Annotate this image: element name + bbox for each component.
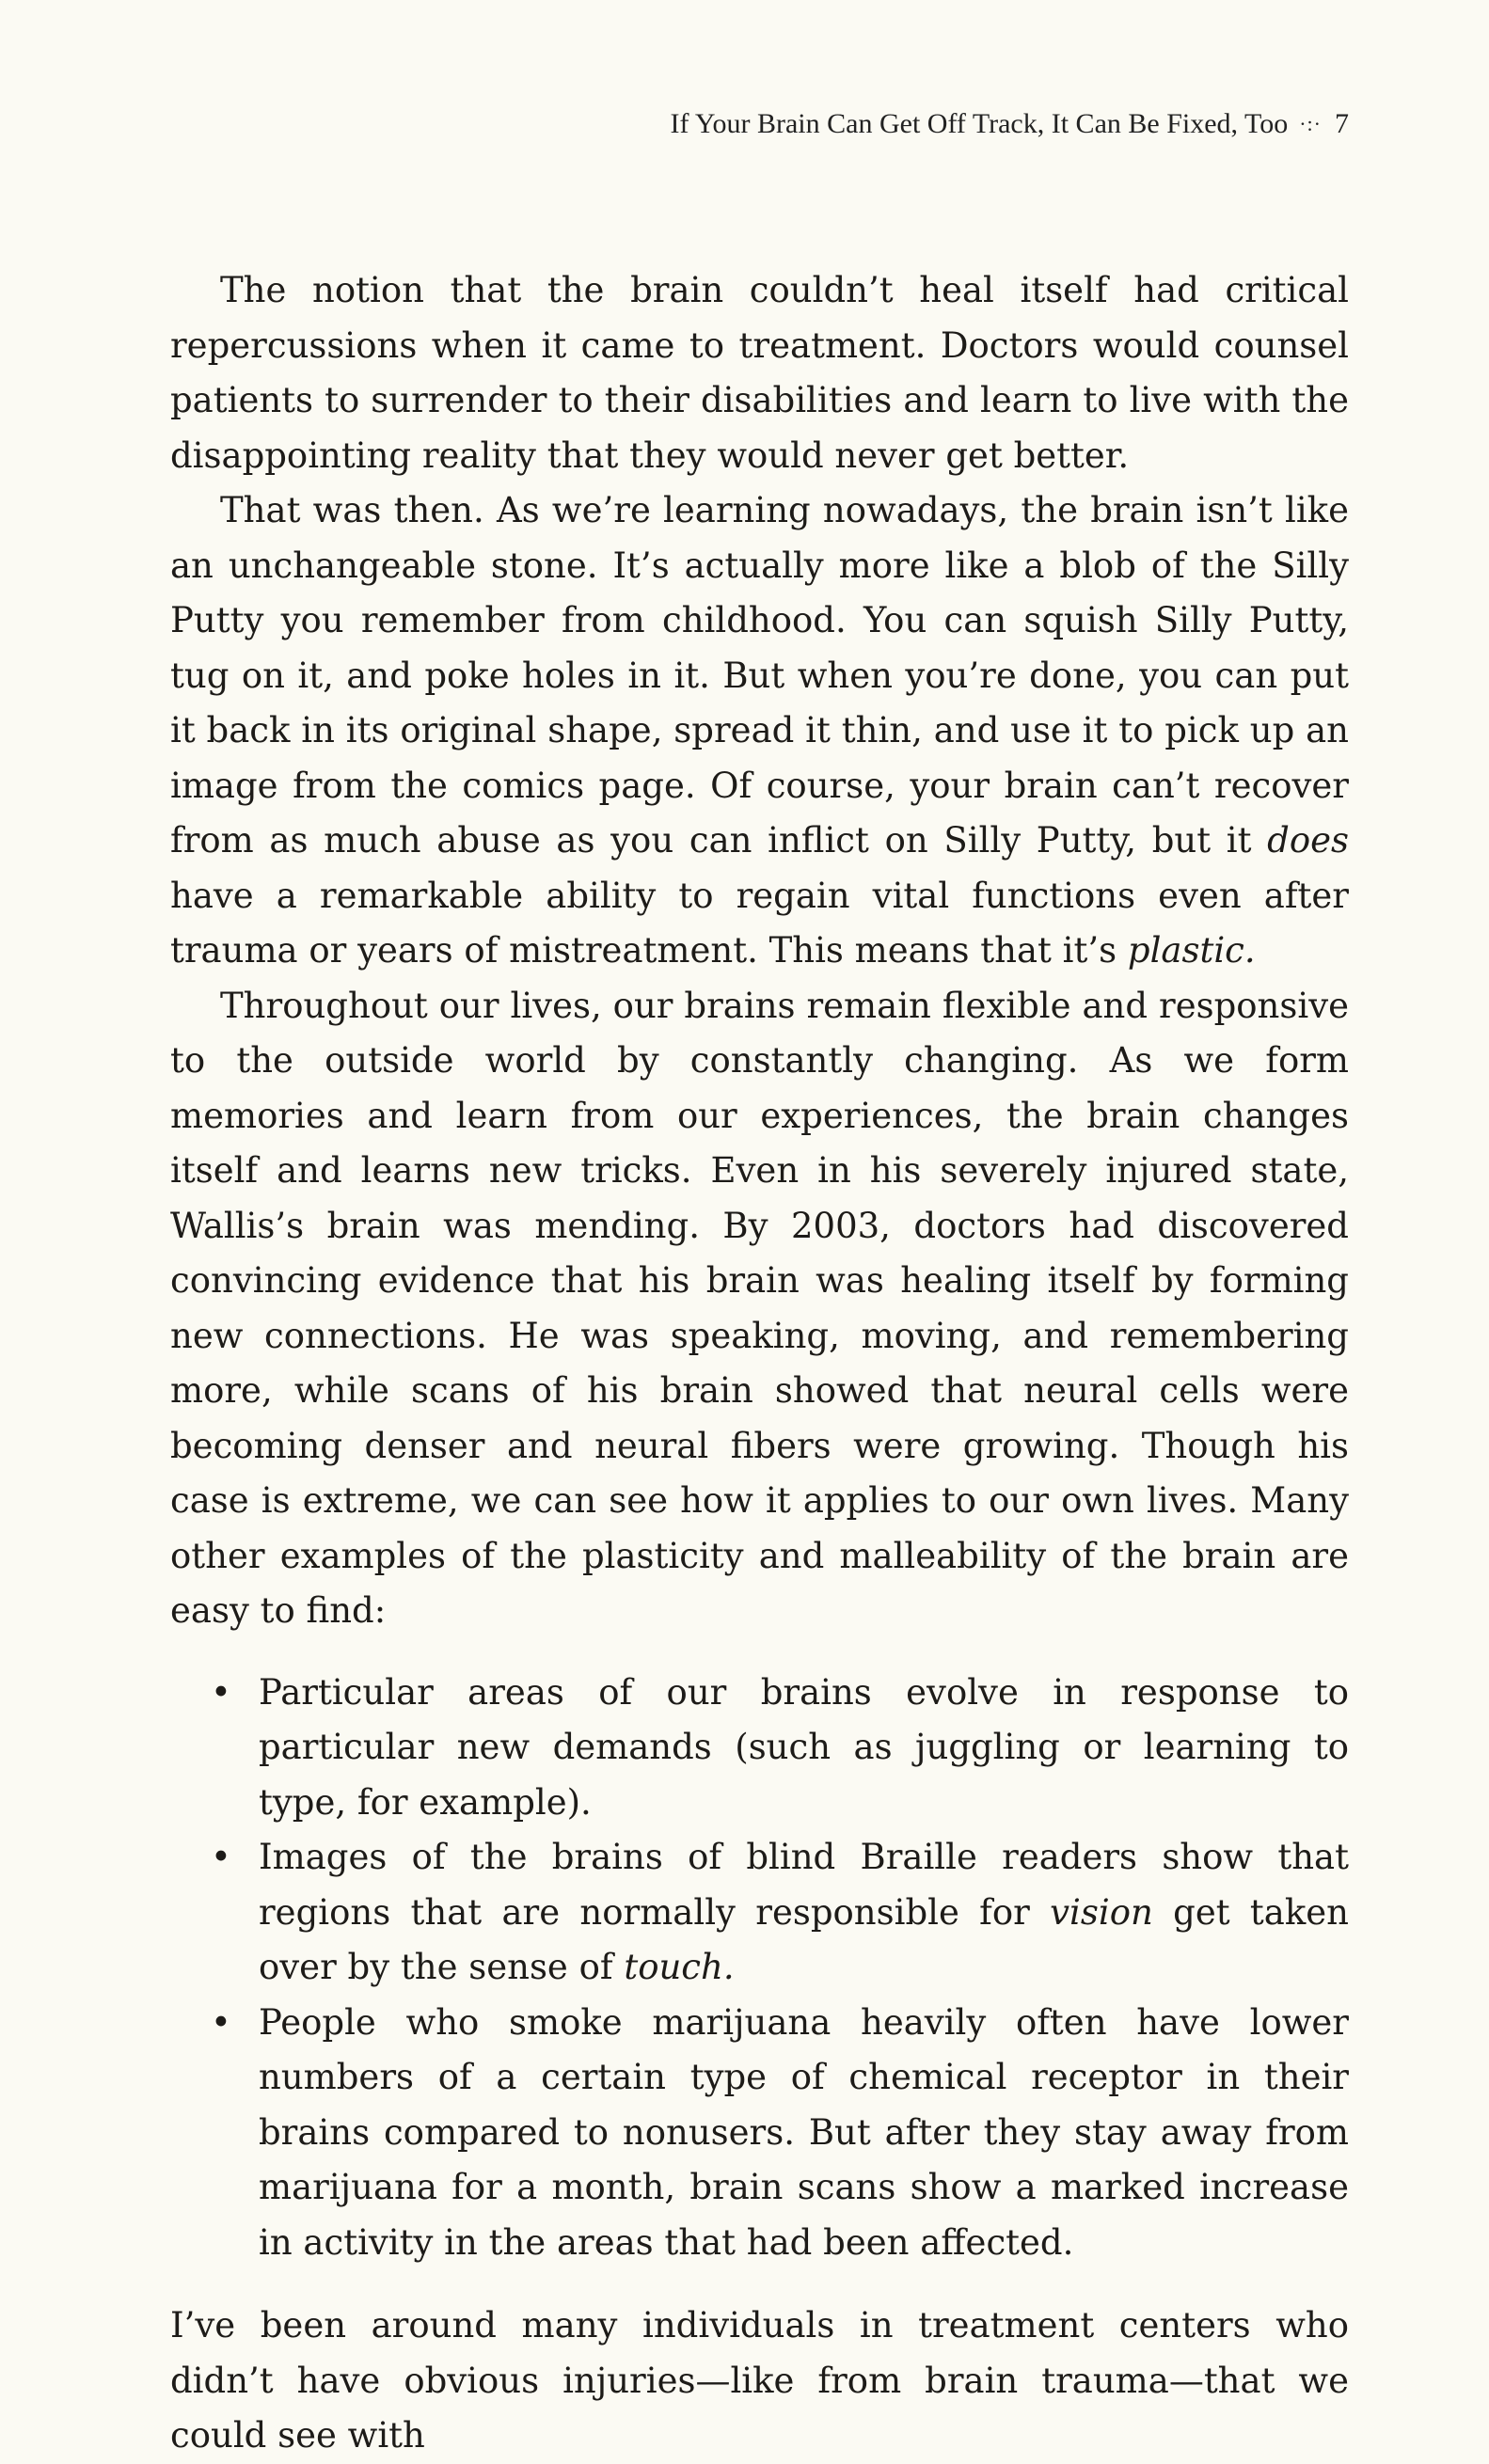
- paragraph-4: I’ve been around many individuals in treatment centers who didn’t have obvious injuries—like from brain trauma—that we could see with: [170, 2305, 1349, 2456]
- running-title: If Your Brain Can Get Off Track, It Can Be Fixed, Too: [670, 108, 1289, 139]
- bullet-icon: •: [211, 1671, 231, 1713]
- paragraph-1: The notion that the brain couldn’t heal itself had critical repercussions when it came to treatment. Doctors would counsel patients to surrender to their disabilities and learn to live with the disappointing reality that they would never get better.: [170, 270, 1349, 476]
- running-head: [670, 105, 1349, 143]
- bullet-list: [170, 1666, 1349, 2271]
- emphasis-does: does: [1267, 820, 1349, 861]
- bullet-item-3-text: People who smoke marijuana heavily often have lower numbers of a certain type of chemical receptor in their brains compared to nonusers. But after they stay away from marijuana for a month, brain scans show a marked increase in activity in the areas that had been affected.: [259, 2001, 1349, 2263]
- page-number: 7: [1335, 108, 1349, 139]
- paragraph-2-text-a: That was then. As we’re learning nowadays, the brain isn’t like an unchangeable stone. It’s actually more like a blob of the Silly Putty you remember from childhood. You can squish Silly Putty, tug on it, and poke holes in it. But when you’re done, you can put it back in its original shape, spread it thin, and use it to pick up an image from the comics page. Of course, your brain can’t recover from as much abuse as you can inflict on Silly Putty, but it: [170, 490, 1349, 861]
- emphasis-vision: vision: [1050, 1891, 1153, 1933]
- bullet-item-2-text-b: get taken over by the sense of: [259, 1891, 1349, 1987]
- paragraph-2-text-b: have a remarkable ability to regain vital functions even after trauma or years of mistreatment. This means that it’s: [170, 875, 1349, 971]
- paragraph-3: Throughout our lives, our brains remain flexible and responsive to the outside world by constantly changing. As we form memories and learn from our experiences, the brain changes itself and learns new tricks. Even in his severely injured state, Wallis’s brain was mending. By 2003, doctors had discovered convincing evidence that his brain was healing itself by forming new connections. He was speaking, moving, and remembering more, while scans of his brain showed that neural cells were becoming denser and neural fibers were growing. Though his case is extreme, we can see how it applies to our own lives. Many other examples of the plasticity and malleability of the brain are easy to find:: [170, 985, 1349, 1631]
- bullet-item-1: [170, 1666, 1349, 1831]
- bullet-item-3: [170, 1996, 1349, 2271]
- emphasis-plastic: plastic.: [1127, 930, 1256, 971]
- bullet-item-1-text: Particular areas of our brains evolve in response to particular new demands (such as juggling or learning to type, for example).: [259, 1671, 1349, 1823]
- emphasis-touch: touch.: [624, 1947, 735, 1987]
- ornament-icon: ·:·: [1299, 112, 1322, 135]
- paragraph-2: [170, 483, 1349, 979]
- bullet-icon: •: [211, 2001, 231, 2043]
- bullet-item-2-text-a: Images of the brains of blind Braille readers show that regions that are normally responsible for: [259, 1837, 1349, 1933]
- bullet-icon: •: [211, 1837, 231, 1877]
- bullet-item-2: [170, 1830, 1349, 1996]
- body-text: [170, 263, 1349, 2464]
